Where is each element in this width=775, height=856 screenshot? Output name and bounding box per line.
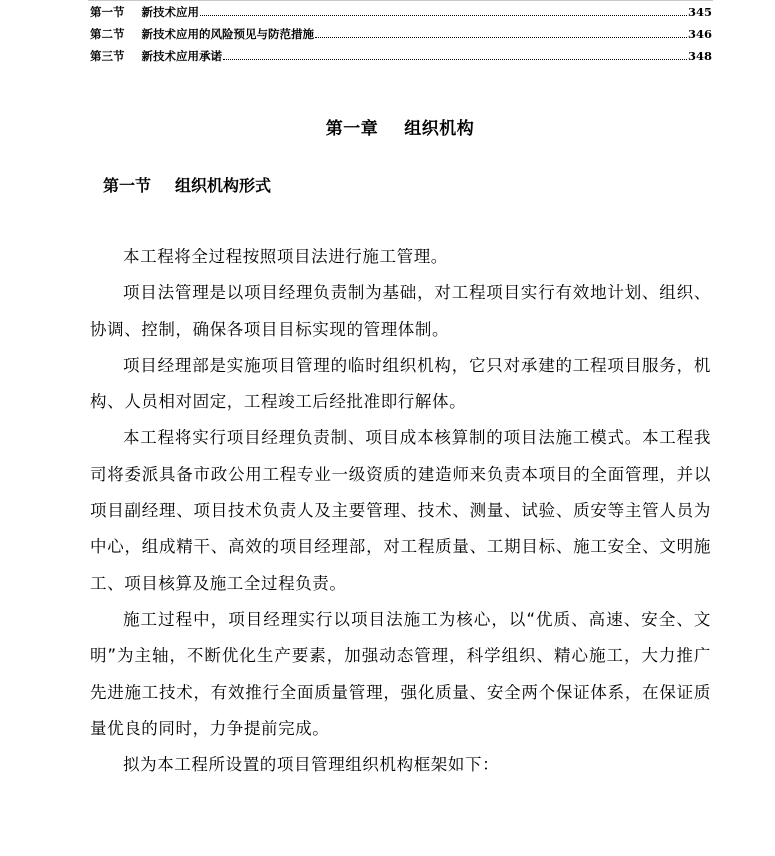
toc-leader-dots: [315, 37, 687, 38]
paragraph: 项目法管理是以项目经理负责制为基础，对工程项目实行有效地计划、组织、协调、控制，确保各项目目标实现的管理体制。: [90, 283, 711, 339]
chapter-title: 组织机构: [404, 119, 475, 139]
header-rule: [88, 0, 713, 1]
toc-entry[interactable]: [90, 26, 712, 48]
toc-section-title: 新技术应用承诺: [141, 49, 222, 63]
toc-entry[interactable]: [90, 4, 712, 26]
toc-leader-dots: [200, 15, 687, 16]
toc-leader-dots: [223, 59, 687, 60]
body-text: [90, 239, 711, 783]
paragraph: 本工程将全过程按照项目法进行施工管理。: [123, 247, 448, 266]
section-number: 第一节: [103, 176, 152, 195]
toc-page-number: 346: [687, 27, 712, 41]
paragraph: 本工程将实行项目经理负责制、项目成本核算制的项目法施工模式。本工程我司将委派具备市政公用工程专业一级资质的建造师来负责本项目的全面管理，并以项目副经理、项目技术负责人及主要管理、技术、测量、试验、质安等主管人员为中心，组成精干、高效的项目经理部，对工程质量、工期目标、施工安全、文明施工、项目核算及施工全过程负责。: [90, 428, 711, 593]
section-title: 组织机构形式: [175, 176, 272, 195]
toc-section-number: 第二节: [90, 27, 125, 41]
toc-section-title: 新技术应用: [141, 5, 199, 19]
chapter-heading: [0, 114, 775, 139]
toc-section-title: 新技术应用的风险预见与防范措施: [141, 27, 314, 41]
toc-page-number: 348: [687, 49, 712, 63]
toc-section-number: 第三节: [90, 49, 125, 63]
toc-entry[interactable]: [90, 48, 712, 70]
toc-section-number: 第一节: [90, 5, 125, 19]
toc-page-number: 345: [687, 5, 712, 19]
table-of-contents: [90, 4, 712, 70]
section-heading: [103, 173, 271, 196]
paragraph: 施工过程中，项目经理实行以项目法施工为核心，以“优质、高速、安全、文明”为主轴，不断优化生产要素，加强动态管理，科学组织、精心施工，大力推广先进施工技术，有效推行全面质量管理，强化质量、安全两个保证体系，在保证质量优良的同时，力争提前完成。: [90, 609, 711, 738]
paragraph: 项目经理部是实施项目管理的临时组织机构，它只对承建的工程项目服务，机构、人员相对固定，工程竣工后经批准即行解体。: [90, 355, 711, 412]
paragraph: 拟为本工程所设置的项目管理组织机构框架如下：: [123, 755, 500, 775]
chapter-number: 第一章: [325, 119, 379, 139]
